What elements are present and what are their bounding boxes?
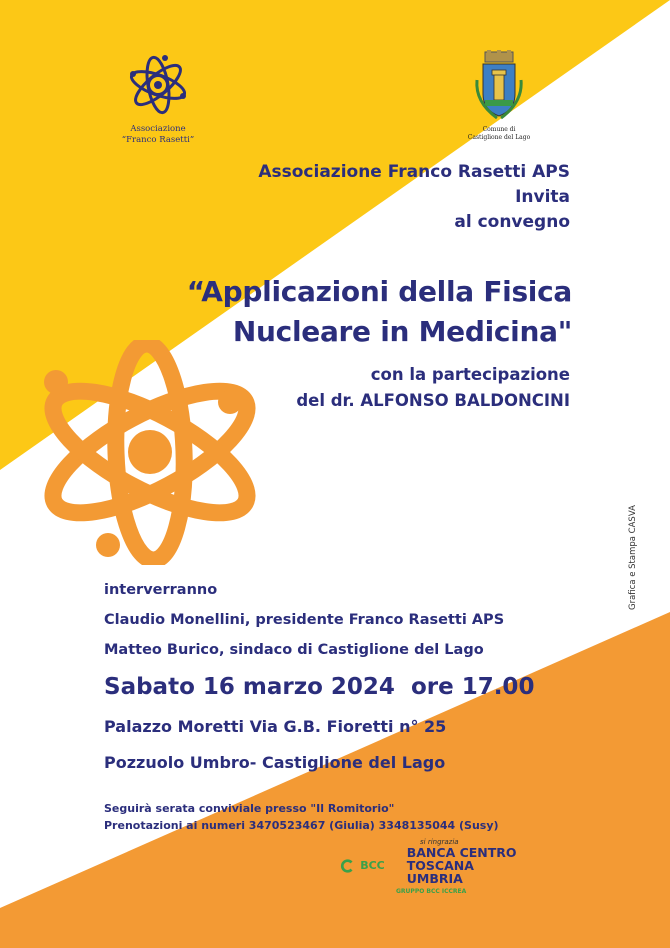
sponsor-thanks: si ringrazia: [420, 838, 459, 846]
reservation-line: Prenotazioni ai numeri 3470523467 (Giulia) 3348135044 (Susy): [104, 819, 499, 832]
guest-speaker: del dr. ALFONSO BALDONCINI: [296, 391, 570, 410]
invite-word: Invita: [515, 187, 570, 207]
bank-group: GRUPPO BCC ICCREA: [396, 888, 467, 895]
bcc-logo-icon: [340, 858, 354, 874]
speaker-1: Claudio Monellini, presidente Franco Rasetti APS: [104, 612, 505, 628]
speakers-section: [104, 575, 504, 665]
atom-icon: [28, 340, 268, 565]
association-emblem-icon: [125, 52, 191, 118]
printer-credit: Grafica e Stampa CASVA: [628, 505, 638, 610]
conference-word: al convegno: [454, 212, 570, 232]
speaker-2: Matteo Burico, sindaco di Castiglione del Lago: [104, 642, 484, 658]
invitation-intro: [258, 160, 570, 235]
event-location: Pozzuolo Umbro- Castiglione del Lago: [104, 753, 446, 772]
sponsor-block: [340, 838, 520, 895]
speakers-heading: interverranno: [104, 582, 218, 598]
participation: [296, 362, 570, 414]
bcc-label: BCC: [360, 859, 385, 872]
association-name: Associazione Franco Rasetti APS: [258, 162, 570, 182]
municipality-logo: [464, 50, 534, 142]
sponsor-logo: [340, 846, 520, 885]
bank-name-line-2: TOSCANA UMBRIA: [406, 858, 474, 886]
bank-name-line-1: BANCA CENTRO: [406, 845, 517, 860]
event-venue: Palazzo Moretti Via G.B. Fioretti n° 25: [104, 717, 447, 736]
dinner-info: [104, 800, 499, 834]
association-caption: Associazione “Franco Rasetti”: [121, 124, 195, 145]
municipality-caption: Comune di Castiglione del Lago: [467, 126, 531, 141]
coat-of-arms-icon: [473, 50, 525, 122]
title-line-2: Nucleare in Medicina": [232, 315, 572, 348]
event-date: Sabato 16 marzo 2024 ore 17.00: [104, 674, 535, 700]
association-logo: [118, 52, 198, 146]
title-line-1: “Applicazioni della Fisica: [186, 275, 572, 308]
participation-line-1: con la partecipazione: [370, 365, 570, 384]
dinner-line: Seguirà serata conviviale presso "Il Romitorio": [104, 802, 395, 815]
